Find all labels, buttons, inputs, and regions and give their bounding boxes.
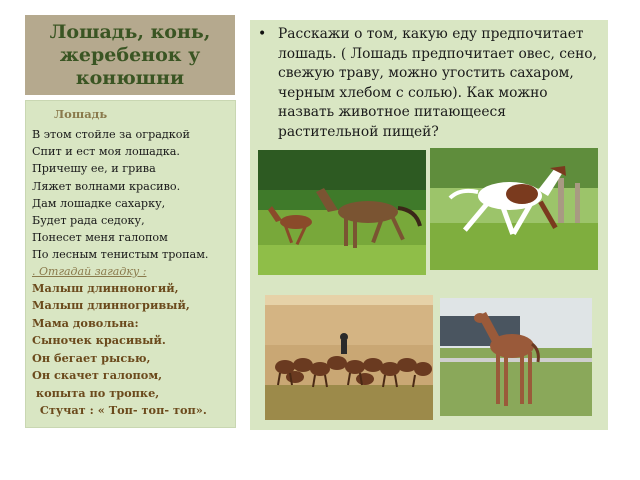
photo-pinto-foal bbox=[430, 148, 598, 270]
poem-line: Спит и ест моя лошадка. bbox=[32, 145, 180, 159]
poem-line: По лесным тенистым тропам. bbox=[32, 248, 209, 262]
riddle-line: Он бегает рысью, bbox=[32, 350, 151, 365]
poem-line: Понесет меня галопом bbox=[32, 231, 168, 245]
riddle-intro: . Отгадай загадку : bbox=[32, 264, 147, 278]
photo-standing-foal bbox=[440, 298, 592, 416]
poem-panel bbox=[25, 100, 236, 428]
riddle-line: копыта по тропке, bbox=[32, 385, 160, 400]
photo-horse-herd bbox=[265, 295, 433, 420]
mare-and-foal-image bbox=[258, 150, 426, 275]
poem-line: Дам лошадке сахарку, bbox=[32, 196, 166, 210]
title-box bbox=[25, 15, 235, 95]
horse-herd-image bbox=[265, 295, 433, 420]
bullet-text: Расскажи о том, какую еду предпочитает лошадь. ( Лошадь предпочитает овес, сено, свежую траву, можно угостить сахаром, черным хлебом с солью). Как можно назвать животное питающееся растительной пищей? bbox=[278, 26, 597, 140]
riddle-line: Малыш длинногривый, bbox=[32, 298, 190, 313]
poem-title: Лошадь bbox=[54, 107, 108, 121]
riddle-line: Мама довольна: bbox=[32, 315, 139, 330]
slide-title: Лошадь, конь, жеребенок у конюшни bbox=[49, 20, 211, 89]
riddle-line: Он скачет галопом, bbox=[32, 368, 163, 383]
poem-line: Причешу ее, и грива bbox=[32, 162, 156, 176]
bullet-icon: • bbox=[258, 26, 267, 42]
poem-line: Ляжет волнами красиво. bbox=[32, 179, 181, 193]
riddle-line: Стучат : « Топ- топ- топ». bbox=[32, 403, 207, 418]
standing-foal-image bbox=[440, 298, 592, 416]
riddle-line: Малыш длинноногий, bbox=[32, 280, 179, 295]
riddle-line: Сыночек красивый. bbox=[32, 333, 166, 348]
photo-mare-and-foal bbox=[258, 150, 426, 275]
poem-line: В этом стойле за оградкой bbox=[32, 128, 190, 141]
poem-line: Будет рада седоку, bbox=[32, 214, 145, 228]
pinto-foal-image bbox=[430, 148, 598, 270]
